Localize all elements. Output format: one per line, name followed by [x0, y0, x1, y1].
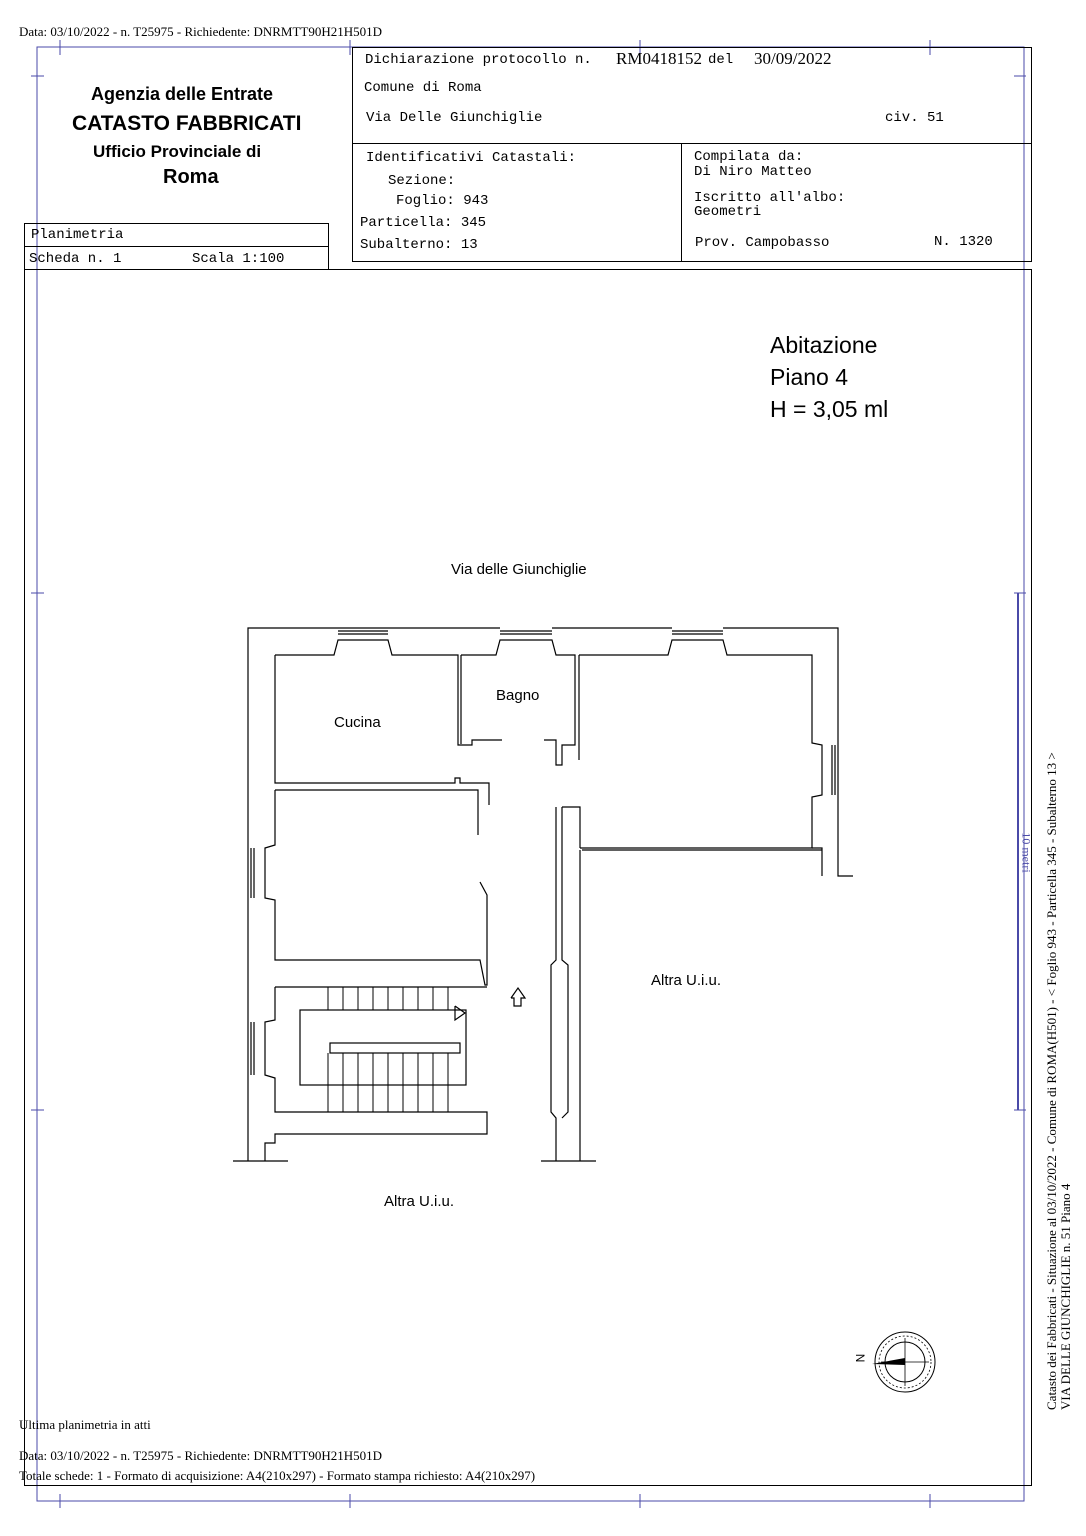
room-cucina: Cucina	[334, 714, 381, 731]
top-request-line: Data: 03/10/2022 - n. T25975 - Richiedente: DNRMTT90H21H501D	[19, 24, 382, 39]
foglio-value: Foglio: 943	[396, 193, 489, 209]
side-address-line: VIA DELLE GIUNCHIGLIE n. 51 Piano 4	[1058, 1183, 1073, 1410]
declaration-date: 30/09/2022	[754, 49, 832, 68]
room-bagno: Bagno	[496, 687, 540, 704]
registration-number: N. 1320	[934, 234, 993, 250]
room-altra-bottom: Altra U.i.u.	[384, 1193, 455, 1210]
office-label: Ufficio Provinciale di	[93, 142, 262, 161]
plan-scale: Scala 1:100	[192, 251, 285, 267]
particella-value: Particella: 345	[360, 215, 487, 231]
declaration-label: Dichiarazione protocollo n.	[365, 52, 592, 68]
scale-bar-label: 10 metri	[1019, 832, 1034, 873]
agency-name: Agenzia delle Entrate	[91, 84, 274, 104]
plan-title-height: H = 3,05 ml	[770, 396, 889, 422]
plan-title-floor: Piano 4	[770, 364, 849, 390]
compiler-name: Di Niro Matteo	[694, 164, 812, 180]
declaration-number: RM0418152	[616, 49, 702, 68]
north-label: N	[853, 1353, 868, 1363]
compiler-label: Compilata da:	[694, 149, 804, 165]
province-label: Prov. Campobasso	[695, 235, 830, 251]
side-cadastral-line: Catasto dei Fabbricati - Situazione al 03/10/2022 - Comune di ROMA(H501) - < Foglio 943 - Particella 345 - Subalterno 13 >	[1044, 752, 1059, 1410]
office-city: Roma	[163, 166, 219, 188]
sezione-label: Sezione:	[388, 173, 456, 189]
north-compass-icon	[852, 1328, 942, 1398]
albo-value: Geometri	[694, 204, 762, 220]
comune-label: Comune di Roma	[364, 80, 482, 96]
last-plan-note: Ultima planimetria in atti	[19, 1417, 151, 1432]
subalterno-value: Subalterno: 13	[360, 237, 478, 253]
plan-title-use: Abitazione	[770, 332, 878, 358]
footer-request-line: Data: 03/10/2022 - n. T25975 - Richiedente: DNRMTT90H21H501D	[19, 1448, 382, 1463]
street-label: Via Delle Giunchiglie	[366, 110, 543, 126]
declaration-del: del	[708, 52, 734, 68]
albo-label: Iscritto all'albo:	[694, 190, 846, 206]
plan-type: Planimetria	[31, 227, 124, 243]
street-caption: Via delle Giunchiglie	[451, 561, 587, 578]
civic-number: civ. 51	[885, 110, 944, 126]
catasto-title: CATASTO FABBRICATI	[72, 112, 302, 135]
identifiers-title: Identificativi Catastali:	[366, 150, 577, 166]
room-altra-right: Altra U.i.u.	[651, 972, 722, 989]
scheda-number: Scheda n. 1	[29, 251, 122, 267]
footer-totals: Totale schede: 1 - Formato di acquisizione: A4(210x297) - Formato stampa richiesto: A4(210x297)	[19, 1468, 536, 1483]
